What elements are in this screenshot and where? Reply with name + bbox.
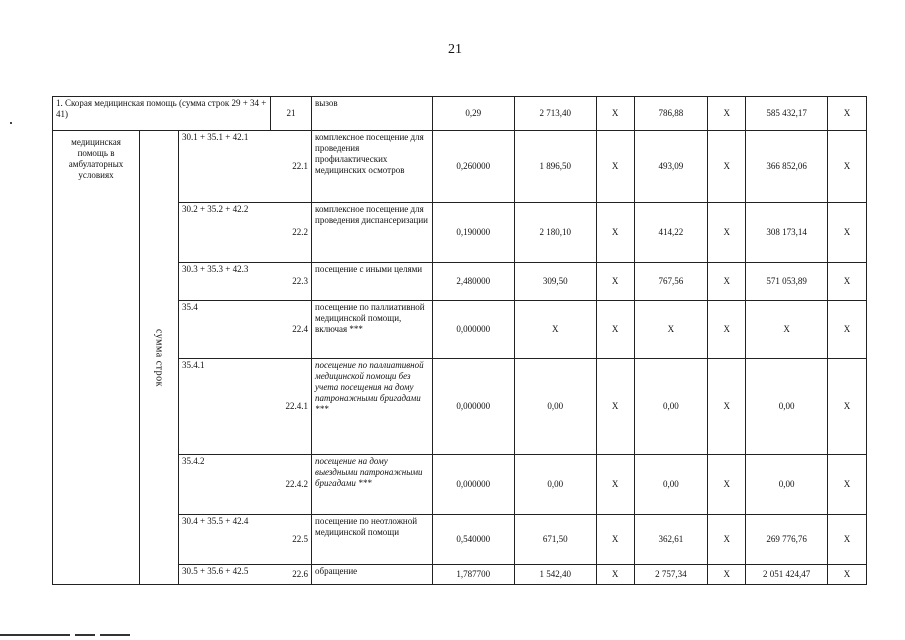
unit-cell: комплексное посещение для проведения профилактических медицинских осмотров <box>312 131 433 203</box>
value-cell: 309,50 <box>514 263 596 301</box>
row-number: 22.2 <box>271 203 312 263</box>
unit-cell: комплексное посещение для проведения диспансеризации <box>312 203 433 263</box>
value-cell: 362,61 <box>634 515 708 565</box>
value-cell: X <box>828 301 867 359</box>
formula-cell: 30.5 + 35.6 + 42.5 <box>178 565 270 585</box>
value-cell: 0,00 <box>634 359 708 455</box>
value-cell: X <box>828 131 867 203</box>
formula-cell: 35.4.2 <box>178 455 270 515</box>
value-cell: 0,00 <box>746 359 828 455</box>
value-cell: X <box>828 455 867 515</box>
page-number: 21 <box>448 42 462 57</box>
value-cell: 0,260000 <box>432 131 514 203</box>
value-cell: X <box>708 455 746 515</box>
section-label: медицинская помощь в амбулаторных условиях <box>53 131 140 585</box>
formula-cell: 30.2 + 35.2 + 42.2 <box>178 203 270 263</box>
value-cell: X <box>708 359 746 455</box>
value-cell: X <box>596 97 634 131</box>
value-cell: X <box>708 131 746 203</box>
table-row <box>53 131 867 203</box>
value-cell: 493,09 <box>634 131 708 203</box>
formula-cell: 30.4 + 35.5 + 42.4 <box>178 515 270 565</box>
value-cell: 0,540000 <box>432 515 514 565</box>
value-cell: 571 053,89 <box>746 263 828 301</box>
value-cell: X <box>596 359 634 455</box>
row-number: 22.4.2 <box>271 455 312 515</box>
formula-cell: 30.3 + 35.3 + 42.3 <box>178 263 270 301</box>
value-cell: X <box>596 131 634 203</box>
value-cell: X <box>708 565 746 585</box>
value-cell: 585 432,17 <box>746 97 828 131</box>
value-cell: X <box>828 359 867 455</box>
value-cell: X <box>596 263 634 301</box>
row-number: 22.1 <box>271 131 312 203</box>
value-cell: X <box>708 515 746 565</box>
value-cell: X <box>828 263 867 301</box>
formula-cell: 30.1 + 35.1 + 42.1 <box>178 131 270 203</box>
value-cell: 0,00 <box>514 359 596 455</box>
value-cell: 0,190000 <box>432 203 514 263</box>
value-cell: 786,88 <box>634 97 708 131</box>
value-cell: X <box>828 515 867 565</box>
value-cell: 671,50 <box>514 515 596 565</box>
row-number: 22.3 <box>271 263 312 301</box>
value-cell: X <box>596 565 634 585</box>
unit-cell: посещение по паллиативной медицинской помощи без учета посещения на дому патронажными бригадами *** <box>312 359 433 455</box>
row-number: 22.5 <box>271 515 312 565</box>
value-cell: 2 051 424,47 <box>746 565 828 585</box>
value-cell: 2 757,34 <box>634 565 708 585</box>
value-cell: 0,000000 <box>432 359 514 455</box>
value-cell: 366 852,06 <box>746 131 828 203</box>
value-cell: X <box>746 301 828 359</box>
value-cell: X <box>708 263 746 301</box>
data-table <box>52 96 867 585</box>
formula-cell: 35.4.1 <box>178 359 270 455</box>
value-cell: X <box>828 565 867 585</box>
unit-cell: посещение на дому выездными патронажными бригадами *** <box>312 455 433 515</box>
formula-cell: 35.4 <box>178 301 270 359</box>
value-cell: X <box>708 203 746 263</box>
value-cell: 269 776,76 <box>746 515 828 565</box>
bottom-rule <box>0 634 130 636</box>
value-cell: X <box>596 203 634 263</box>
value-cell: X <box>596 301 634 359</box>
value-cell: 0,000000 <box>432 455 514 515</box>
unit-cell: обращение <box>312 565 433 585</box>
row-number: 21 <box>271 97 312 131</box>
unit-cell: посещение по неотложной медицинской помощи <box>312 515 433 565</box>
unit-cell: посещение по паллиативной медицинской помощи, включая *** <box>312 301 433 359</box>
value-cell: 767,56 <box>634 263 708 301</box>
header-title: 1. Скорая медицинская помощь (сумма строк 29 + 34 + 41) <box>53 97 271 131</box>
value-cell: 0,00 <box>634 455 708 515</box>
value-cell: 1 896,50 <box>514 131 596 203</box>
vertical-label: сумма строк <box>140 131 179 585</box>
row-number: 22.4 <box>271 301 312 359</box>
unit-cell: посещение с иными целями <box>312 263 433 301</box>
value-cell: X <box>828 97 867 131</box>
value-cell: X <box>596 515 634 565</box>
value-cell: 0,29 <box>432 97 514 131</box>
value-cell: 0,00 <box>514 455 596 515</box>
value-cell: X <box>634 301 708 359</box>
value-cell: X <box>514 301 596 359</box>
value-cell: 2 180,10 <box>514 203 596 263</box>
header-row <box>53 97 867 131</box>
value-cell: 414,22 <box>634 203 708 263</box>
row-number: 22.6 <box>271 565 312 585</box>
value-cell: X <box>828 203 867 263</box>
value-cell: 308 173,14 <box>746 203 828 263</box>
value-cell: X <box>708 301 746 359</box>
value-cell: X <box>596 455 634 515</box>
value-cell: 0,00 <box>746 455 828 515</box>
value-cell: 1 542,40 <box>514 565 596 585</box>
margin-mark <box>10 122 12 124</box>
value-cell: 1,787700 <box>432 565 514 585</box>
row-number: 22.4.1 <box>271 359 312 455</box>
value-cell: 2,480000 <box>432 263 514 301</box>
value-cell: 0,000000 <box>432 301 514 359</box>
value-cell: 2 713,40 <box>514 97 596 131</box>
value-cell: X <box>708 97 746 131</box>
unit-cell: вызов <box>312 97 433 131</box>
